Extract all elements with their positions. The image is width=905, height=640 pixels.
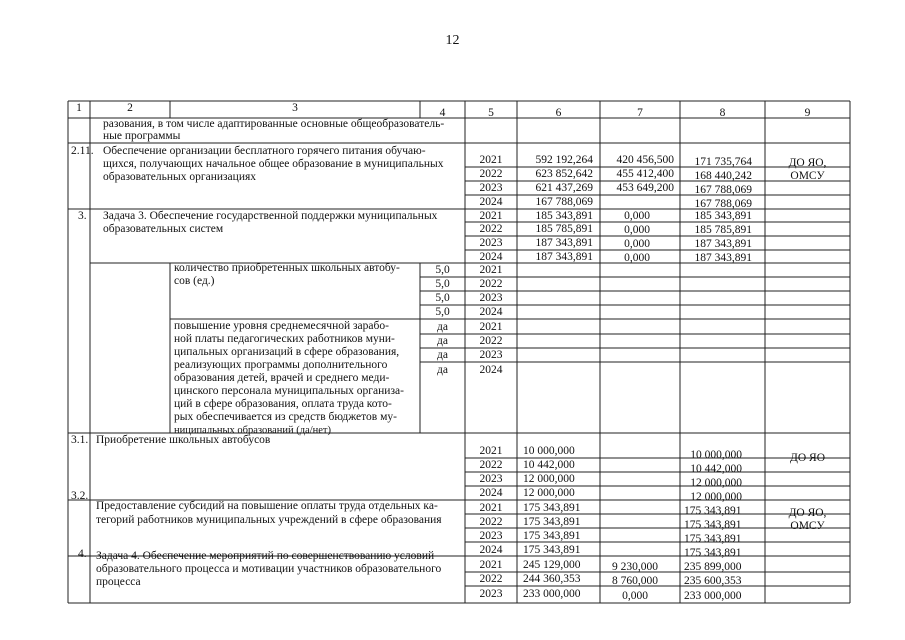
year-cell: 2022 bbox=[479, 223, 503, 235]
indicator-text-line: ниципальных образований (да/нет) bbox=[174, 425, 332, 436]
row-description-line: Обеспечение организации бесплатного горячего питания обучаю- bbox=[103, 145, 426, 157]
amount-cell: 235 600,353 bbox=[684, 575, 742, 587]
indicator-value: да bbox=[437, 349, 448, 361]
year-cell: 2022 bbox=[479, 278, 503, 290]
indicator-text-line: повышение уровня среднемесячной зарабо- bbox=[174, 320, 389, 332]
amount-cell: 187 343,891 bbox=[535, 251, 593, 263]
amount-cell: 233 000,000 bbox=[523, 588, 581, 600]
indicator-value: да bbox=[437, 364, 448, 376]
header-col-9: 9 bbox=[804, 107, 811, 119]
amount-cell: 175 343,891 bbox=[523, 544, 581, 556]
row-description-line: тегорий работников муниципальных учреждений в сфере образования bbox=[96, 514, 442, 526]
indicator-text-line: реализующих программы дополнительного bbox=[174, 359, 388, 371]
year-cell: 2021 bbox=[479, 559, 503, 571]
row-number: 4. bbox=[78, 548, 87, 560]
amount-cell: 245 129,000 bbox=[523, 559, 581, 571]
year-cell: 2021 bbox=[479, 445, 503, 457]
amount-cell: 185 343,891 bbox=[535, 210, 593, 222]
row-description-line: Задача 4. Обеспечение мероприятий по совершенствованию условий bbox=[96, 550, 435, 562]
indicator-value: 5,0 bbox=[435, 264, 450, 276]
row-description-line: Задача 3. Обеспечение государственной поддержки муниципальных bbox=[103, 210, 438, 222]
amount-cell: 0,000 bbox=[624, 238, 650, 250]
amount-cell: 10 442,000 bbox=[690, 463, 742, 475]
year-cell: 2024 bbox=[479, 364, 503, 376]
amount-cell: 185 785,891 bbox=[535, 223, 593, 235]
indicator-value: да bbox=[437, 321, 448, 333]
year-cell: 2022 bbox=[479, 573, 503, 585]
header-col-7: 7 bbox=[637, 107, 643, 119]
row-number: 2.11. bbox=[71, 145, 94, 157]
amount-cell: 8 760,000 bbox=[612, 575, 658, 587]
amount-cell: 175 343,891 bbox=[684, 547, 742, 559]
amount-cell: 175 343,891 bbox=[684, 519, 742, 531]
amount-cell: 171 735,764 bbox=[694, 156, 752, 168]
row-number: 3. bbox=[78, 210, 87, 222]
row-description-line: образовательных организациях bbox=[103, 171, 257, 183]
amount-cell: 0,000 bbox=[622, 590, 648, 602]
header-col-2: 2 bbox=[127, 102, 133, 114]
header-col-1: 1 bbox=[76, 102, 82, 114]
amount-cell: 9 230,000 bbox=[612, 561, 658, 573]
year-cell: 2022 bbox=[479, 168, 503, 180]
year-cell: 2023 bbox=[479, 473, 503, 485]
amount-cell: 0,000 bbox=[624, 224, 650, 236]
indicator-text-line: цинского персонала муниципальных организа- bbox=[174, 385, 404, 397]
indicator-text-line: ций в сфере образования, оплата труда кото- bbox=[174, 398, 392, 410]
amount-cell: 168 440,242 bbox=[694, 170, 752, 182]
amount-cell: 420 456,500 bbox=[616, 154, 674, 166]
year-cell: 2024 bbox=[479, 487, 503, 499]
indicator-text-line: ной платы педагогических работников муни- bbox=[174, 333, 395, 345]
indicator-text-line: рых обеспечивается из средств бюджетов му- bbox=[174, 411, 397, 423]
row-number: 3.1. bbox=[71, 434, 89, 446]
amount-cell: 455 412,400 bbox=[616, 168, 674, 180]
indicator-value: 5,0 bbox=[435, 278, 450, 290]
amount-cell: 623 852,642 bbox=[535, 168, 593, 180]
responsible-cell: ДО ЯО, bbox=[788, 157, 827, 169]
amount-cell: 185 343,891 bbox=[694, 210, 752, 222]
amount-cell: 167 788,069 bbox=[694, 198, 752, 210]
amount-cell: 10 442,000 bbox=[523, 459, 575, 471]
amount-cell: 175 343,891 bbox=[523, 530, 581, 542]
amount-cell: 621 437,269 bbox=[535, 182, 593, 194]
row-description-line: Приобретение школьных автобусов bbox=[96, 434, 271, 446]
page-number: 12 bbox=[445, 33, 460, 48]
amount-cell: 235 899,000 bbox=[684, 561, 742, 573]
year-cell: 2022 bbox=[479, 335, 503, 347]
amount-cell: 187 343,891 bbox=[694, 238, 752, 250]
year-cell: 2021 bbox=[479, 154, 503, 166]
row-description-line: процесса bbox=[96, 576, 141, 588]
year-cell: 2024 bbox=[479, 196, 503, 208]
amount-cell: 12 000,000 bbox=[690, 491, 742, 503]
year-cell: 2023 bbox=[479, 292, 503, 304]
amount-cell: 175 343,891 bbox=[684, 505, 742, 517]
amount-cell: 453 649,200 bbox=[616, 182, 674, 194]
amount-cell: 167 788,069 bbox=[535, 196, 593, 208]
responsible-cell: ДО ЯО bbox=[790, 452, 825, 464]
year-cell: 2023 bbox=[479, 530, 503, 542]
year-cell: 2021 bbox=[479, 502, 503, 514]
amount-cell: 167 788,069 bbox=[694, 184, 752, 196]
indicator-value: 5,0 bbox=[435, 306, 450, 318]
amount-cell: 187 343,891 bbox=[535, 237, 593, 249]
amount-cell: 0,000 bbox=[624, 252, 650, 264]
header-col-8: 8 bbox=[719, 107, 726, 119]
row-description-line: Предоставление субсидий на повышение оплаты труда отдельных ка- bbox=[96, 500, 438, 512]
year-cell: 2021 bbox=[479, 264, 503, 276]
amount-cell: 187 343,891 bbox=[694, 252, 752, 264]
continuation-text-line: разования, в том числе адаптированные основные общеобразователь- bbox=[103, 118, 445, 130]
amount-cell: 10 000,000 bbox=[690, 449, 742, 461]
year-cell: 2023 bbox=[479, 349, 503, 361]
row-description-line: образовательного процесса и мотивации участников образовательного bbox=[96, 563, 442, 575]
amount-cell: 233 000,000 bbox=[684, 590, 742, 602]
continuation-text-line: ные программы bbox=[103, 130, 181, 142]
amount-cell: 12 000,000 bbox=[523, 473, 575, 485]
amount-cell: 592 192,264 bbox=[535, 154, 593, 166]
indicator-value: 5,0 bbox=[435, 292, 450, 304]
indicator-text-line: количество приобретенных школьных автобу- bbox=[174, 262, 400, 274]
row-description-line: образовательных систем bbox=[103, 223, 224, 235]
indicator-text-line: сов (ед.) bbox=[174, 275, 215, 287]
row-description-line: щихся, получающих начальное общее образование в муниципальных bbox=[103, 158, 444, 170]
year-cell: 2024 bbox=[479, 251, 503, 263]
amount-cell: 0,000 bbox=[624, 210, 650, 222]
amount-cell: 175 343,891 bbox=[523, 502, 581, 514]
year-cell: 2021 bbox=[479, 210, 503, 222]
amount-cell: 185 785,891 bbox=[694, 224, 752, 236]
year-cell: 2023 bbox=[479, 182, 503, 194]
header-col-4: 4 bbox=[439, 107, 446, 119]
year-cell: 2021 bbox=[479, 321, 503, 333]
amount-cell: 10 000,000 bbox=[523, 445, 575, 457]
amount-cell: 175 343,891 bbox=[523, 516, 581, 528]
responsible-cell: ОМСУ bbox=[790, 170, 825, 182]
header-col-3: 3 bbox=[292, 102, 298, 114]
responsible-cell: ОМСУ bbox=[790, 520, 825, 532]
amount-cell: 175 343,891 bbox=[684, 533, 742, 545]
amount-cell: 244 360,353 bbox=[523, 573, 581, 585]
year-cell: 2024 bbox=[479, 306, 503, 318]
indicator-value: да bbox=[437, 335, 448, 347]
header-col-6: 6 bbox=[555, 107, 562, 119]
year-cell: 2022 bbox=[479, 459, 503, 471]
indicator-text-line: образования детей, врачей и среднего меди- bbox=[174, 372, 390, 384]
year-cell: 2024 bbox=[479, 544, 503, 556]
year-cell: 2023 bbox=[479, 588, 503, 600]
row-number: 3.2. bbox=[71, 490, 89, 502]
indicator-text-line: ципальных организаций в сфере образования, bbox=[174, 346, 400, 358]
year-cell: 2022 bbox=[479, 516, 503, 528]
amount-cell: 12 000,000 bbox=[690, 477, 742, 489]
responsible-cell: ДО ЯО, bbox=[788, 507, 827, 519]
amount-cell: 12 000,000 bbox=[523, 487, 575, 499]
header-col-5: 5 bbox=[488, 107, 494, 119]
year-cell: 2023 bbox=[479, 237, 503, 249]
